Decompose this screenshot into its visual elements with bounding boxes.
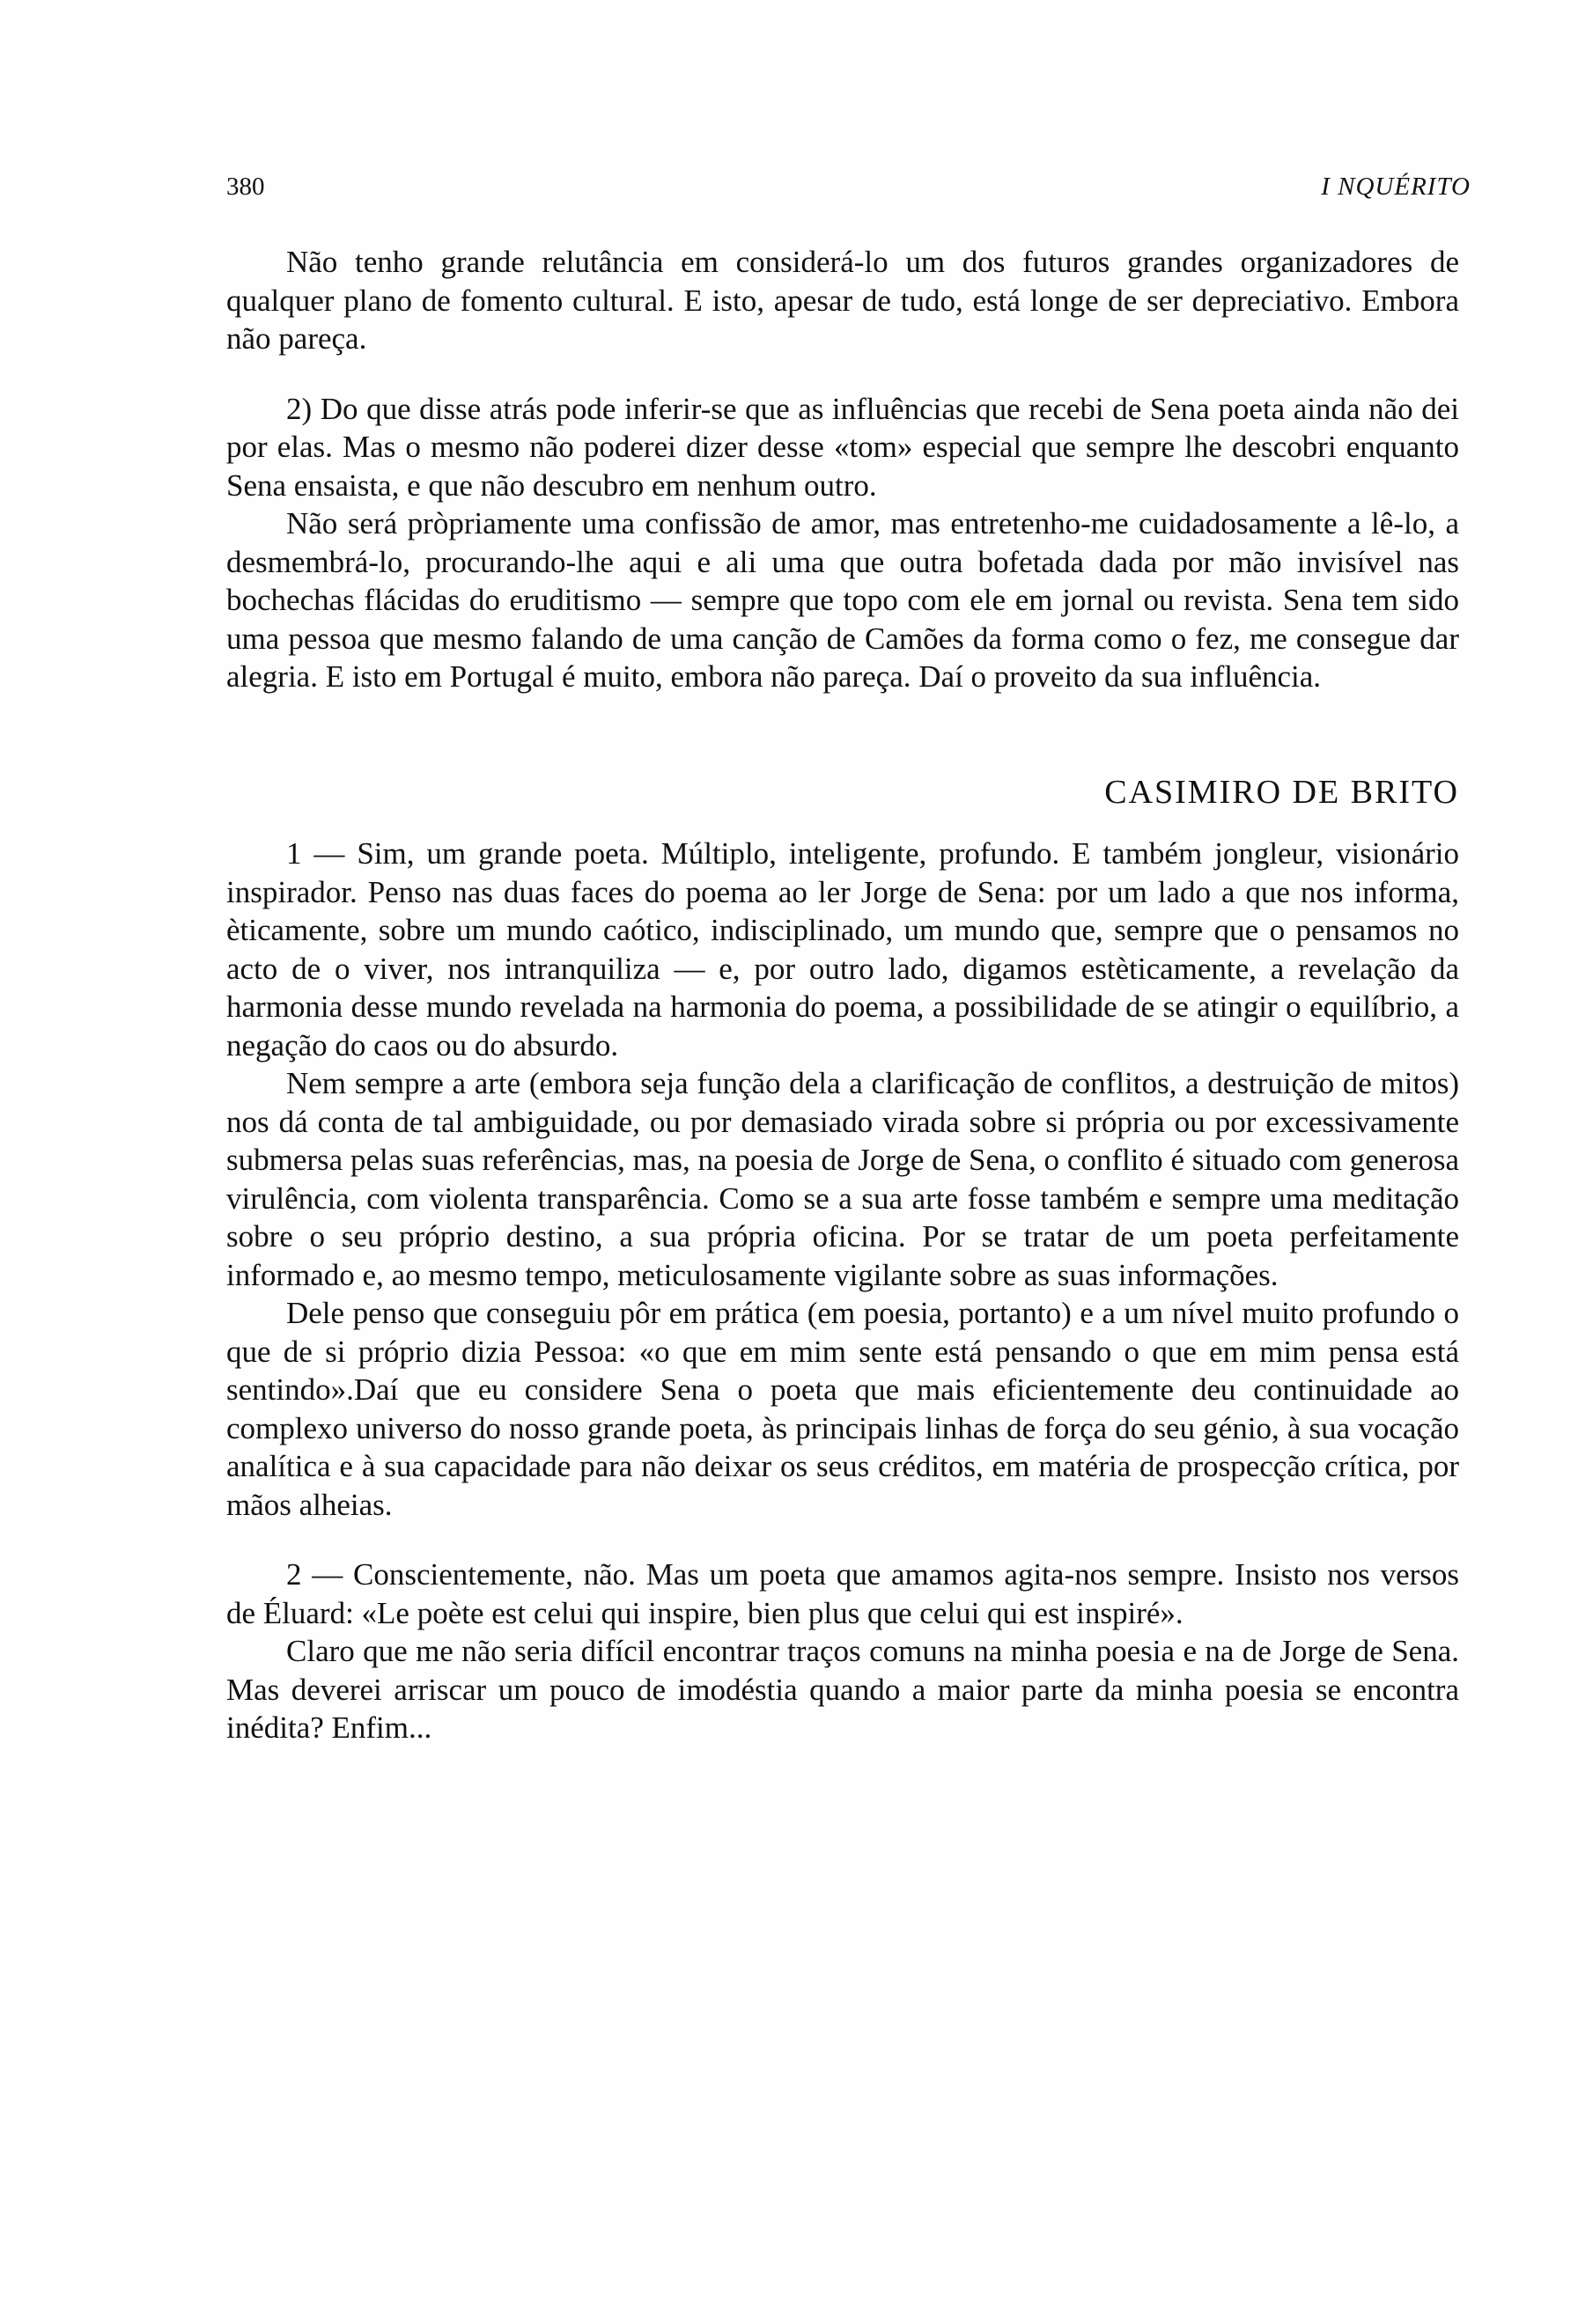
answer-2-paragraph: 2) Do que disse atrás pode inferir-se que as influências que recebi de Sena poeta ainda não dei por elas. Mas o mesmo não poderei dizer desse «tom» especial que sempre lhe descobri enquanto Sena ensaista, e que não descubro em nenhum outro. [226,391,1459,503]
body-text [226,243,1459,1747]
paragraph: Nem sempre a arte (embora seja função dela a clarificação de conflitos, a destruição de mitos) nos dá conta de tal ambiguidade, ou por demasiado virada sobre si própria ou por excessivamente submersa pelas suas referências, mas, na poesia de Jorge de Sena, o conflito é situado com generosa virulência, com violenta transparência. Como se a sua arte fosse também e sempre uma meditação sobre o seu próprio destino, a sua própria oficina. Por se tratar de um poeta perfeitamente informado e, ao mesmo tempo, meticulosamente vigilante sobre as suas informações. [226,1066,1459,1292]
running-title: I NQUÉRITO [1321,173,1471,201]
author-heading: CASIMIRO DE BRITO [1104,773,1459,811]
paragraph: Não será pròpriamente uma confissão de amor, mas entretenho-me cuidadosamente a lê-lo, a desmembrá-lo, procurando-lhe aqui e ali uma que outra bofetada dada por mão invisível nas bochechas flácidas do eruditismo — sempre que topo com ele em jornal ou revista. Sena tem sido uma pessoa que mesmo falando de uma canção de Camões da forma como o fez, me consegue dar alegria. E isto em Portugal é muito, embora não pareça. Daí o proveito da sua influência. [226,506,1459,694]
paragraph: Dele penso que conseguiu pôr em prática (em poesia, portanto) e a um nível muito profundo o que de si próprio dizia Pessoa: «o que em mim sente está pensando o que em mim pensa está sentindo».Daí que eu considere Sena o poeta que mais eficientemente deu continuidade ao complexo universo do nosso grande poeta, às principais linhas de força do seu génio, à sua vocação analítica e à sua capacidade para não deixar os seus créditos, em matéria de prospecção crítica, por mãos alheias. [226,1296,1459,1522]
paragraph: Não tenho grande relutância em considerá-lo um dos futuros grandes organizadores de qualquer plano de fomento cultural. E isto, apesar de tudo, está longe de ser depreciativo. Embora não pareça. [226,245,1459,356]
running-head [226,173,1471,211]
paragraph: Claro que me não seria difícil encontrar traços comuns na minha poesia e na de Jorge de Sena. Mas deverei arriscar um pouco de imodéstia quando a maior parte da minha poesia se encontra inédita? Enfim... [226,1634,1459,1745]
page-number: 380 [226,173,265,201]
answer-1-paragraph: 1 — Sim, um grande poeta. Múltiplo, inteligente, profundo. E também jongleur, visionário inspirador. Penso nas duas faces do poema ao ler Jorge de Sena: por um lado a que nos informa, èticamente, sobre um mundo caótico, indisciplinado, um mundo que, sempre que o pensamos no acto de o viver, nos intranquiliza — e, por outro lado, digamos estèticamente, a revelação da harmonia desse mundo revelada na harmonia do poema, a possibilidade de se atingir o equilíbrio, a negação do caos ou do absurdo. [226,836,1459,1063]
answer-2-paragraph: 2 — Conscientemente, não. Mas um poeta que amamos agita-nos sempre. Insisto nos versos de Éluard: «Le poète est celui qui inspire, bien plus que celui qui est inspiré». [226,1557,1459,1630]
